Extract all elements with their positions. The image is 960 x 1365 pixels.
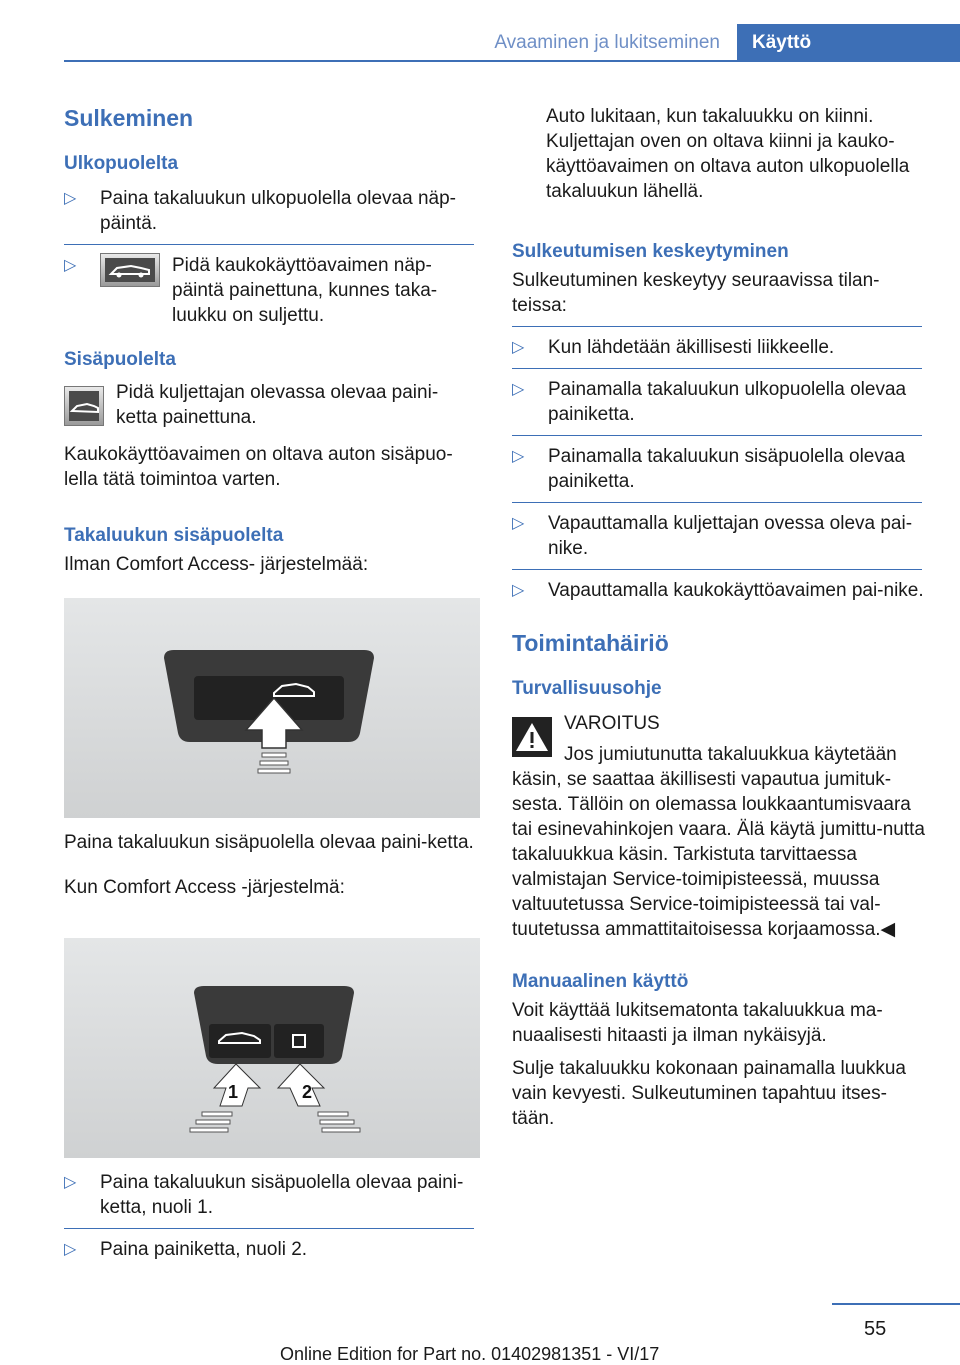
triangle-bullet-icon: ▷ [512, 448, 525, 465]
list-item [64, 186, 480, 236]
left-column-bottom [64, 1170, 480, 1262]
ilman-text: Ilman Comfort Access- järjestelmää: [64, 554, 369, 575]
heading-toimintahairio: Toimintahäiriö [512, 630, 669, 656]
list-item [64, 253, 480, 328]
heading-sisapuolelta: Sisäpuolelta [64, 349, 176, 370]
list-item [512, 377, 928, 427]
list-item [512, 511, 928, 561]
tailgate-button-illustration [64, 598, 480, 818]
heading-sulkeminen: Sulkeminen [64, 105, 194, 131]
list-item-text: Vapauttamalla kuljettajan ovessa oleva pai‐nike. [548, 513, 913, 559]
sisapuolelta-text: Pidä kuljettajan olevassa olevaa paini‐ketta painettuna. [116, 382, 439, 428]
triangle-bullet-icon: ▷ [64, 190, 77, 207]
warning-text: Jos jumiutunutta takaluukkua käytetään käsin, se saattaa äkillisesti vapautua jumituk‐sesta. Tällöin on olemassa loukkaantumisvaara tai esinevahinkojen vaara. Älä käytä jumittu‐nutta takaluukkua käsin. Tarkistuta tarvittaessa valmistajan Service-toimipisteessä, muussa valtuutetussa Service-toimipisteessä tai val‐tuutetussa ammattitaitoisessa korjaamossa.◀ [512, 744, 925, 940]
triangle-bullet-icon: ▷ [64, 1174, 77, 1191]
triangle-bullet-icon: ▷ [64, 257, 77, 274]
list-item-text: Paina takaluukun sisäpuolella olevaa paini‐ketta, nuoli 1. [100, 1172, 464, 1218]
kun-text: Kun Comfort Access -järjestelmä: [64, 877, 345, 898]
triangle-bullet-icon: ▷ [512, 582, 525, 599]
warning-block [512, 711, 928, 942]
arrow-label-2: 2 [302, 1082, 313, 1102]
list-item-text: Vapauttamalla kaukokäyttöavaimen pai‐nike. [548, 580, 924, 601]
list-item-text: Paina takaluukun ulkopuolella olevaa näp‐päintä. [100, 188, 456, 234]
keskeytyy-text: Sulkeutuminen keskeytyy seuraavissa tilan‐teissa: [512, 270, 880, 316]
right-column [512, 104, 928, 1131]
header-section-title: Avaaminen ja lukitseminen [494, 32, 720, 53]
list-item [512, 578, 928, 603]
warning-label: VAROITUS [564, 713, 660, 734]
paina-text: Paina takaluukun sisäpuolella olevaa paini‐ketta. [64, 832, 474, 853]
tailgate-button-photo [64, 598, 480, 818]
warning-triangle-icon [512, 717, 552, 757]
list-item [512, 335, 928, 360]
list-item-text: Paina painiketta, nuoli 2. [100, 1239, 308, 1260]
footer-edition: Online Edition for Part no. 01402981351 - VI/17 [280, 1344, 660, 1364]
list-item-text: Kun lähdetään äkillisesti liikkeelle. [548, 337, 835, 358]
footer-rule [832, 1303, 960, 1305]
auto-lukitaan-text: Auto lukitaan, kun takaluukku on kiinni. Kuljettajan oven on oltava kiinni ja kauko‐käyttöavaimen on oltava auton ulkopuolella takaluukun lähellä. [546, 106, 910, 202]
comfort-access-illustration [64, 938, 480, 1158]
list-item [512, 444, 928, 494]
list-item [64, 1237, 480, 1262]
heading-takaluukun: Takaluukun sisäpuolelta [64, 525, 284, 546]
remote-tailgate-button-icon [100, 253, 160, 287]
comfort-access-button-photo [64, 938, 480, 1158]
list-item-text: Painamalla takaluukun ulkopuolella olevaa painiketta. [548, 379, 907, 425]
arrow-label-1: 1 [228, 1082, 239, 1102]
list-item-text: Pidä kaukokäyttöavaimen näp‐päintä painettuna, kunnes taka‐luukku on suljettu. [172, 255, 438, 326]
interior-tailgate-button-icon [64, 386, 104, 426]
triangle-bullet-icon: ▷ [512, 381, 525, 398]
left-column-mid [64, 830, 480, 900]
sisapuolelta-note: Kaukokäyttöavaimen on oltava auton sisäpuo‐lella tätä toimintoa varten. [64, 444, 453, 490]
list-item [64, 1170, 480, 1220]
heading-turvallisuusohje: Turvallisuusohje [512, 678, 662, 699]
heading-keskeytyminen: Sulkeutumisen keskeytyminen [512, 241, 789, 262]
manual-text-2: Sulje takaluukku kokonaan painamalla luukkua vain kevyesti. Sulkeutuminen tapahtuu itses‐tään. [512, 1058, 906, 1129]
page-number: 55 [864, 1318, 887, 1340]
car-tailgate-icon [69, 391, 101, 423]
triangle-bullet-icon: ▷ [64, 1241, 77, 1258]
list-item-text: Painamalla takaluukun sisäpuolella olevaa painiketta. [548, 446, 906, 492]
triangle-bullet-icon: ▷ [512, 515, 525, 532]
manual-text-1: Voit käyttää lukitsematonta takaluukkua ma‐nuaalisesti hitaasti ja ilman nykäisyjä. [512, 1000, 883, 1046]
left-column [64, 104, 480, 577]
heading-manuaalinen: Manuaalinen käyttö [512, 971, 689, 992]
car-tailgate-icon [105, 258, 155, 282]
heading-ulkopuolelta: Ulkopuolelta [64, 153, 179, 174]
triangle-bullet-icon: ▷ [512, 339, 525, 356]
header-chapter-title: Käyttö [752, 32, 812, 53]
